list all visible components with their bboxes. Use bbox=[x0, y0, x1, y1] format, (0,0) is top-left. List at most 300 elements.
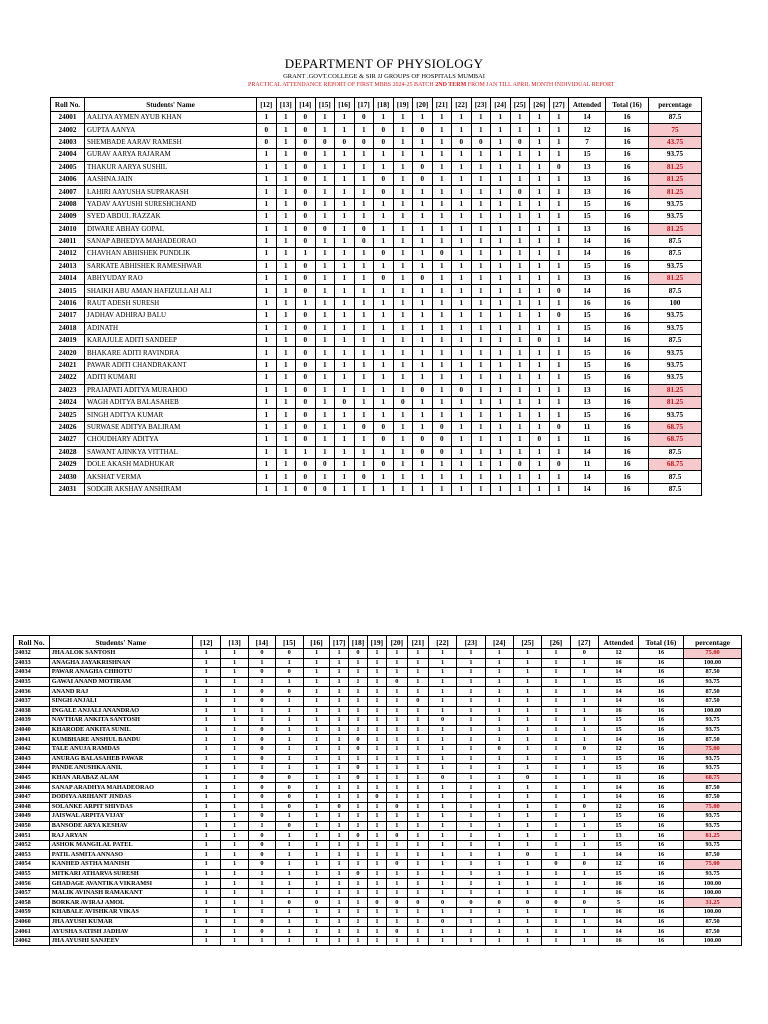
table-row bbox=[14, 754, 742, 764]
attendance-mark-cell: 1 bbox=[428, 936, 456, 946]
attendance-mark-cell: 1 bbox=[432, 471, 452, 483]
attended-cell: 13 bbox=[569, 384, 606, 396]
attendance-mark-cell: 0 bbox=[275, 687, 303, 697]
attendance-mark-cell: 1 bbox=[220, 812, 248, 822]
student-name-cell: JHA AYUSH KUMAR bbox=[49, 917, 192, 927]
student-name-cell: SURWASE ADITYA BALIRAM bbox=[85, 421, 257, 433]
attendance-mark-cell: 1 bbox=[413, 471, 433, 483]
attendance-mark-cell: 1 bbox=[275, 936, 303, 946]
percentage-cell: 81.25 bbox=[684, 831, 742, 841]
attendance-mark-cell: 1 bbox=[367, 677, 386, 687]
attendance-mark-cell: 1 bbox=[257, 396, 277, 408]
attended-cell: 15 bbox=[599, 869, 639, 879]
attendance-mark-cell: 1 bbox=[354, 396, 374, 408]
attendance-mark-cell: 0 bbox=[249, 783, 275, 793]
attendance-mark-cell: 1 bbox=[303, 888, 329, 898]
attendance-mark-cell: 1 bbox=[542, 677, 570, 687]
attendance-mark-cell: 1 bbox=[542, 908, 570, 918]
attendance-mark-cell: 1 bbox=[220, 936, 248, 946]
attended-cell: 14 bbox=[599, 687, 639, 697]
column-header: [23] bbox=[457, 636, 485, 649]
attendance-mark-cell: 1 bbox=[367, 716, 386, 726]
percentage-cell: 81.25 bbox=[649, 161, 702, 173]
attendance-mark-cell: 1 bbox=[491, 124, 511, 136]
attendance-mark-cell: 0 bbox=[296, 471, 316, 483]
attendance-mark-cell: 1 bbox=[386, 668, 407, 678]
attendance-mark-cell: 1 bbox=[413, 347, 433, 359]
attendance-mark-cell: 1 bbox=[330, 869, 349, 879]
attendance-mark-cell: 1 bbox=[354, 186, 374, 198]
attendance-mark-cell: 1 bbox=[386, 735, 407, 745]
roll-number-cell: 24058 bbox=[14, 898, 50, 908]
attendance-mark-cell: 1 bbox=[471, 297, 491, 309]
attendance-mark-cell: 1 bbox=[276, 421, 296, 433]
attended-cell: 13 bbox=[569, 186, 606, 198]
attendance-mark-cell: 1 bbox=[276, 248, 296, 260]
attendance-mark-cell: 1 bbox=[367, 860, 386, 870]
percentage-cell: 93.75 bbox=[649, 347, 702, 359]
attendance-mark-cell: 0 bbox=[296, 223, 316, 235]
attendance-mark-cell: 0 bbox=[374, 136, 394, 148]
percentage-cell: 75 bbox=[649, 124, 702, 136]
attendance-mark-cell: 1 bbox=[257, 149, 277, 161]
percentage-cell: 93.75 bbox=[684, 677, 742, 687]
total-cell: 16 bbox=[606, 446, 649, 458]
attended-cell: 15 bbox=[599, 716, 639, 726]
attendance-mark-cell: 0 bbox=[570, 744, 598, 754]
attendance-mark-cell: 1 bbox=[315, 260, 335, 272]
attendance-mark-cell: 0 bbox=[374, 186, 394, 198]
attendance-mark-cell: 1 bbox=[367, 831, 386, 841]
percentage-cell: 100.00 bbox=[684, 888, 742, 898]
attendance-mark-cell: 1 bbox=[374, 347, 394, 359]
attendance-mark-cell: 1 bbox=[491, 198, 511, 210]
attendance-mark-cell: 1 bbox=[374, 260, 394, 272]
attendance-mark-cell: 1 bbox=[491, 173, 511, 185]
attendance-mark-cell: 1 bbox=[485, 869, 513, 879]
roll-number-cell: 24056 bbox=[14, 879, 50, 889]
attendance-mark-cell: 1 bbox=[530, 297, 550, 309]
attendance-mark-cell: 0 bbox=[407, 898, 428, 908]
student-name-cell: GUPTA AANYA bbox=[85, 124, 257, 136]
attendance-mark-cell: 1 bbox=[471, 322, 491, 334]
attendance-mark-cell: 1 bbox=[457, 917, 485, 927]
attendance-mark-cell: 1 bbox=[349, 696, 368, 706]
attendance-mark-cell: 1 bbox=[491, 273, 511, 285]
attendance-mark-cell: 1 bbox=[276, 211, 296, 223]
attendance-mark-cell: 1 bbox=[315, 211, 335, 223]
attendance-mark-cell: 1 bbox=[452, 322, 472, 334]
student-name-cell: JAISWAL ARPITA VIJAY bbox=[49, 812, 192, 822]
column-header: [21] bbox=[432, 98, 452, 112]
student-name-cell: JADHAV ADHIRAJ BALU bbox=[85, 310, 257, 322]
attended-cell: 11 bbox=[599, 773, 639, 783]
attendance-mark-cell: 0 bbox=[349, 773, 368, 783]
attendance-mark-cell: 1 bbox=[374, 384, 394, 396]
attendance-mark-cell: 0 bbox=[354, 421, 374, 433]
attendance-mark-cell: 1 bbox=[428, 725, 456, 735]
attended-cell: 14 bbox=[599, 850, 639, 860]
roll-number-cell: 24034 bbox=[14, 668, 50, 678]
attendance-mark-cell: 0 bbox=[275, 649, 303, 659]
attendance-mark-cell: 1 bbox=[276, 173, 296, 185]
attendance-mark-cell: 0 bbox=[354, 235, 374, 247]
attendance-mark-cell: 0 bbox=[249, 792, 275, 802]
attendance-mark-cell: 1 bbox=[428, 658, 456, 668]
attendance-mark-cell: 1 bbox=[428, 754, 456, 764]
attendance-mark-cell: 1 bbox=[413, 136, 433, 148]
attendance-mark-cell: 1 bbox=[393, 248, 413, 260]
attendance-mark-cell: 1 bbox=[549, 471, 569, 483]
attendance-mark-cell: 1 bbox=[530, 112, 550, 124]
attendance-mark-cell: 1 bbox=[457, 888, 485, 898]
attendance-mark-cell: 1 bbox=[510, 434, 530, 446]
attendance-mark-cell: 0 bbox=[513, 850, 541, 860]
attended-cell: 12 bbox=[599, 860, 639, 870]
attendance-mark-cell: 1 bbox=[432, 186, 452, 198]
attendance-mark-cell: 1 bbox=[303, 696, 329, 706]
attendance-mark-cell: 1 bbox=[367, 936, 386, 946]
attended-cell: 15 bbox=[599, 764, 639, 774]
attendance-mark-cell: 1 bbox=[386, 821, 407, 831]
percentage-cell: 87.50 bbox=[684, 696, 742, 706]
attendance-mark-cell: 1 bbox=[432, 112, 452, 124]
attendance-mark-cell: 1 bbox=[513, 792, 541, 802]
attendance-mark-cell: 1 bbox=[570, 936, 598, 946]
attended-cell: 14 bbox=[599, 668, 639, 678]
attendance-mark-cell: 1 bbox=[513, 687, 541, 697]
attendance-mark-cell: 1 bbox=[407, 735, 428, 745]
table-row bbox=[14, 869, 742, 879]
total-cell: 16 bbox=[638, 936, 683, 946]
percentage-cell: 87.5 bbox=[649, 483, 702, 495]
attendance-mark-cell: 0 bbox=[249, 735, 275, 745]
attendance-mark-cell: 0 bbox=[432, 248, 452, 260]
roll-number-cell: 24013 bbox=[51, 260, 85, 272]
attendance-mark-cell: 0 bbox=[530, 335, 550, 347]
attendance-mark-cell: 1 bbox=[275, 908, 303, 918]
attendance-mark-cell: 1 bbox=[510, 273, 530, 285]
attendance-mark-cell: 1 bbox=[542, 802, 570, 812]
attended-cell: 13 bbox=[569, 223, 606, 235]
attendance-mark-cell: 1 bbox=[485, 850, 513, 860]
attendance-mark-cell: 1 bbox=[330, 917, 349, 927]
column-header: [19] bbox=[367, 636, 386, 649]
attendance-mark-cell: 1 bbox=[386, 764, 407, 774]
column-header: [13] bbox=[276, 98, 296, 112]
attended-cell: 12 bbox=[569, 124, 606, 136]
roll-number-cell: 24036 bbox=[14, 687, 50, 697]
table-row bbox=[51, 384, 702, 396]
attendance-mark-cell: 0 bbox=[374, 421, 394, 433]
attendance-mark-cell: 1 bbox=[413, 186, 433, 198]
table-row bbox=[51, 335, 702, 347]
percentage-cell: 68.75 bbox=[649, 421, 702, 433]
attendance-mark-cell: 1 bbox=[413, 396, 433, 408]
attendance-mark-cell: 1 bbox=[452, 161, 472, 173]
column-header: [19] bbox=[393, 98, 413, 112]
attendance-mark-cell: 1 bbox=[303, 716, 329, 726]
attendance-mark-cell: 0 bbox=[296, 434, 316, 446]
total-cell: 16 bbox=[638, 821, 683, 831]
attendance-mark-cell: 0 bbox=[413, 173, 433, 185]
percentage-cell: 75.00 bbox=[684, 744, 742, 754]
attendance-mark-cell: 1 bbox=[491, 260, 511, 272]
attendance-mark-cell: 1 bbox=[570, 869, 598, 879]
attendance-mark-cell: 1 bbox=[335, 471, 355, 483]
attendance-mark-cell: 1 bbox=[471, 347, 491, 359]
percentage-cell: 100.00 bbox=[684, 936, 742, 946]
attended-cell: 7 bbox=[569, 136, 606, 148]
total-cell: 16 bbox=[638, 879, 683, 889]
attendance-mark-cell: 1 bbox=[549, 211, 569, 223]
attendance-mark-cell: 1 bbox=[413, 112, 433, 124]
attended-cell: 16 bbox=[599, 888, 639, 898]
attended-cell: 14 bbox=[569, 335, 606, 347]
attendance-mark-cell: 1 bbox=[452, 112, 472, 124]
attendance-mark-cell: 1 bbox=[570, 716, 598, 726]
attendance-mark-cell: 1 bbox=[513, 677, 541, 687]
attendance-mark-cell: 1 bbox=[393, 310, 413, 322]
attendance-mark-cell: 1 bbox=[452, 273, 472, 285]
attendance-mark-cell: 1 bbox=[542, 716, 570, 726]
attendance-mark-cell: 1 bbox=[549, 124, 569, 136]
attendance-mark-cell: 1 bbox=[349, 908, 368, 918]
attendance-mark-cell: 1 bbox=[485, 812, 513, 822]
attendance-mark-cell: 1 bbox=[485, 917, 513, 927]
attendance-mark-cell: 1 bbox=[549, 335, 569, 347]
attendance-mark-cell: 1 bbox=[315, 273, 335, 285]
column-header: [15] bbox=[315, 98, 335, 112]
attendance-mark-cell: 1 bbox=[257, 186, 277, 198]
attendance-mark-cell: 1 bbox=[349, 936, 368, 946]
attendance-mark-cell: 1 bbox=[432, 359, 452, 371]
percentage-cell: 31.25 bbox=[684, 898, 742, 908]
attendance-mark-cell: 1 bbox=[330, 764, 349, 774]
column-header: [25] bbox=[513, 636, 541, 649]
attendance-mark-cell: 1 bbox=[485, 716, 513, 726]
attendance-mark-cell: 0 bbox=[315, 483, 335, 495]
attendance-mark-cell: 1 bbox=[296, 297, 316, 309]
attendance-mark-cell: 1 bbox=[452, 124, 472, 136]
attendance-mark-cell: 1 bbox=[192, 668, 220, 678]
attendance-mark-cell: 1 bbox=[457, 716, 485, 726]
attendance-mark-cell: 0 bbox=[349, 831, 368, 841]
attendance-mark-cell: 1 bbox=[452, 347, 472, 359]
attendance-mark-cell: 1 bbox=[249, 821, 275, 831]
attendance-mark-cell: 0 bbox=[354, 112, 374, 124]
attendance-mark-cell: 1 bbox=[330, 908, 349, 918]
attendance-mark-cell: 1 bbox=[452, 149, 472, 161]
attendance-mark-cell: 1 bbox=[330, 927, 349, 937]
attendance-mark-cell: 1 bbox=[542, 649, 570, 659]
attendance-mark-cell: 1 bbox=[354, 273, 374, 285]
attendance-mark-cell: 1 bbox=[335, 434, 355, 446]
percentage-cell: 100.00 bbox=[684, 706, 742, 716]
percentage-cell: 81.25 bbox=[649, 396, 702, 408]
attendance-mark-cell: 1 bbox=[303, 754, 329, 764]
attendance-mark-cell: 1 bbox=[413, 409, 433, 421]
attendance-mark-cell: 1 bbox=[428, 840, 456, 850]
attendance-mark-cell: 0 bbox=[549, 458, 569, 470]
percentage-cell: 87.5 bbox=[649, 446, 702, 458]
attendance-mark-cell: 1 bbox=[257, 446, 277, 458]
attendance-mark-cell: 0 bbox=[249, 850, 275, 860]
attendance-mark-cell: 1 bbox=[192, 725, 220, 735]
attendance-mark-cell: 1 bbox=[485, 783, 513, 793]
attendance-mark-cell: 1 bbox=[432, 458, 452, 470]
attendance-mark-cell: 1 bbox=[257, 235, 277, 247]
attendance-mark-cell: 0 bbox=[452, 384, 472, 396]
attendance-mark-cell: 1 bbox=[303, 917, 329, 927]
attendance-mark-cell: 1 bbox=[485, 668, 513, 678]
student-name-cell: SAWANT AJINKYA VITTHAL bbox=[85, 446, 257, 458]
attendance-mark-cell: 1 bbox=[367, 706, 386, 716]
attendance-mark-cell: 0 bbox=[367, 898, 386, 908]
attendance-mark-cell: 1 bbox=[485, 725, 513, 735]
student-name-cell: DODIYA ARIHANT JINDAS bbox=[49, 792, 192, 802]
table-row bbox=[14, 658, 742, 668]
percentage-cell: 87.50 bbox=[684, 917, 742, 927]
attendance-mark-cell: 0 bbox=[249, 927, 275, 937]
total-cell: 16 bbox=[606, 384, 649, 396]
student-name-cell: NAVTHAR ANKITA SANTOSH bbox=[49, 716, 192, 726]
attendance-mark-cell: 0 bbox=[413, 161, 433, 173]
attendance-mark-cell: 1 bbox=[457, 860, 485, 870]
attendance-mark-cell: 1 bbox=[570, 706, 598, 716]
student-name-cell: WAGH ADITYA BALASAHEB bbox=[85, 396, 257, 408]
attendance-mark-cell: 1 bbox=[374, 161, 394, 173]
attended-cell: 12 bbox=[599, 649, 639, 659]
attendance-mark-cell: 0 bbox=[249, 725, 275, 735]
attendance-mark-cell: 1 bbox=[491, 186, 511, 198]
attendance-mark-cell: 1 bbox=[192, 917, 220, 927]
attendance-mark-cell: 1 bbox=[542, 936, 570, 946]
attendance-mark-cell: 1 bbox=[276, 260, 296, 272]
attendance-mark-cell: 1 bbox=[549, 136, 569, 148]
percentage-cell: 87.5 bbox=[649, 235, 702, 247]
attendance-mark-cell: 0 bbox=[296, 260, 316, 272]
student-name-cell: DIWARE ABHAY GOPAL bbox=[85, 223, 257, 235]
table-row bbox=[14, 936, 742, 946]
attendance-mark-cell: 1 bbox=[257, 458, 277, 470]
attendance-mark-cell: 1 bbox=[335, 446, 355, 458]
attendance-mark-cell: 0 bbox=[315, 136, 335, 148]
total-cell: 16 bbox=[638, 677, 683, 687]
attendance-mark-cell: 1 bbox=[220, 840, 248, 850]
attendance-mark-cell: 1 bbox=[257, 248, 277, 260]
attendance-mark-cell: 1 bbox=[428, 821, 456, 831]
attendance-mark-cell: 0 bbox=[296, 235, 316, 247]
attendance-mark-cell: 1 bbox=[303, 812, 329, 822]
attendance-mark-cell: 0 bbox=[510, 136, 530, 148]
attendance-mark-cell: 1 bbox=[192, 735, 220, 745]
attendance-mark-cell: 1 bbox=[510, 384, 530, 396]
attendance-mark-cell: 0 bbox=[296, 273, 316, 285]
attendance-mark-cell: 1 bbox=[220, 908, 248, 918]
total-cell: 16 bbox=[638, 792, 683, 802]
attendance-mark-cell: 1 bbox=[386, 696, 407, 706]
table-row bbox=[14, 725, 742, 735]
attendance-mark-cell: 1 bbox=[432, 483, 452, 495]
attendance-mark-cell: 0 bbox=[296, 310, 316, 322]
attendance-mark-cell: 1 bbox=[349, 754, 368, 764]
report-suffix: FROM JAN TILL APRIL MONTH INDIVIDUAL REPORT bbox=[467, 82, 615, 88]
attendance-mark-cell: 0 bbox=[349, 735, 368, 745]
student-name-cell: AKSHAT VERMA bbox=[85, 471, 257, 483]
total-cell: 16 bbox=[606, 335, 649, 347]
attendance-mark-cell: 1 bbox=[220, 744, 248, 754]
total-cell: 16 bbox=[606, 136, 649, 148]
attended-cell: 15 bbox=[569, 409, 606, 421]
attendance-mark-cell: 0 bbox=[249, 649, 275, 659]
attendance-mark-cell: 0 bbox=[296, 372, 316, 384]
attendance-mark-cell: 1 bbox=[491, 335, 511, 347]
table-row bbox=[51, 434, 702, 446]
attendance-mark-cell: 0 bbox=[349, 764, 368, 774]
attendance-mark-cell: 1 bbox=[367, 840, 386, 850]
attendance-mark-cell: 1 bbox=[452, 173, 472, 185]
attendance-mark-cell: 1 bbox=[192, 908, 220, 918]
total-cell: 16 bbox=[638, 735, 683, 745]
attendance-mark-cell: 1 bbox=[220, 917, 248, 927]
attendance-mark-cell: 1 bbox=[367, 649, 386, 659]
attendance-mark-cell: 1 bbox=[530, 136, 550, 148]
attendance-mark-cell: 1 bbox=[303, 860, 329, 870]
attended-cell: 15 bbox=[569, 260, 606, 272]
attendance-mark-cell: 1 bbox=[393, 409, 413, 421]
student-name-cell: CHOUDHARY ADITYA bbox=[85, 434, 257, 446]
attendance-mark-cell: 1 bbox=[386, 706, 407, 716]
attendance-mark-cell: 1 bbox=[276, 471, 296, 483]
attendance-mark-cell: 1 bbox=[315, 297, 335, 309]
attendance-mark-cell: 1 bbox=[530, 285, 550, 297]
attendance-mark-cell: 1 bbox=[542, 831, 570, 841]
attendance-mark-cell: 1 bbox=[335, 248, 355, 260]
total-cell: 16 bbox=[606, 471, 649, 483]
attendance-mark-cell: 1 bbox=[510, 211, 530, 223]
student-name-cell: ADITI KUMARI bbox=[85, 372, 257, 384]
attendance-mark-cell: 1 bbox=[275, 716, 303, 726]
attendance-mark-cell: 1 bbox=[530, 458, 550, 470]
attendance-mark-cell: 1 bbox=[530, 471, 550, 483]
attendance-mark-cell: 0 bbox=[386, 677, 407, 687]
attendance-mark-cell: 0 bbox=[349, 744, 368, 754]
roll-number-cell: 24035 bbox=[14, 677, 50, 687]
roll-number-cell: 24016 bbox=[51, 297, 85, 309]
attendance-mark-cell: 1 bbox=[393, 211, 413, 223]
attendance-mark-cell: 1 bbox=[220, 831, 248, 841]
attendance-mark-cell: 0 bbox=[330, 802, 349, 812]
total-cell: 16 bbox=[638, 668, 683, 678]
attendance-mark-cell: 1 bbox=[457, 783, 485, 793]
attendance-mark-cell: 1 bbox=[393, 136, 413, 148]
attendance-mark-cell: 1 bbox=[276, 446, 296, 458]
roll-number-cell: 24010 bbox=[51, 223, 85, 235]
total-cell: 16 bbox=[606, 409, 649, 421]
student-name-cell: ABHYUDAY RAO bbox=[85, 273, 257, 285]
attendance-mark-cell: 1 bbox=[354, 173, 374, 185]
attendance-mark-cell: 1 bbox=[510, 260, 530, 272]
student-name-cell: KHABALE AVISHKAR VIKAS bbox=[49, 908, 192, 918]
attendance-mark-cell: 1 bbox=[393, 161, 413, 173]
attendance-mark-cell: 1 bbox=[315, 359, 335, 371]
attendance-mark-cell: 1 bbox=[192, 687, 220, 697]
attendance-mark-cell: 1 bbox=[315, 335, 335, 347]
attended-cell: 16 bbox=[569, 297, 606, 309]
attendance-mark-cell: 1 bbox=[192, 792, 220, 802]
attendance-mark-cell: 1 bbox=[257, 384, 277, 396]
